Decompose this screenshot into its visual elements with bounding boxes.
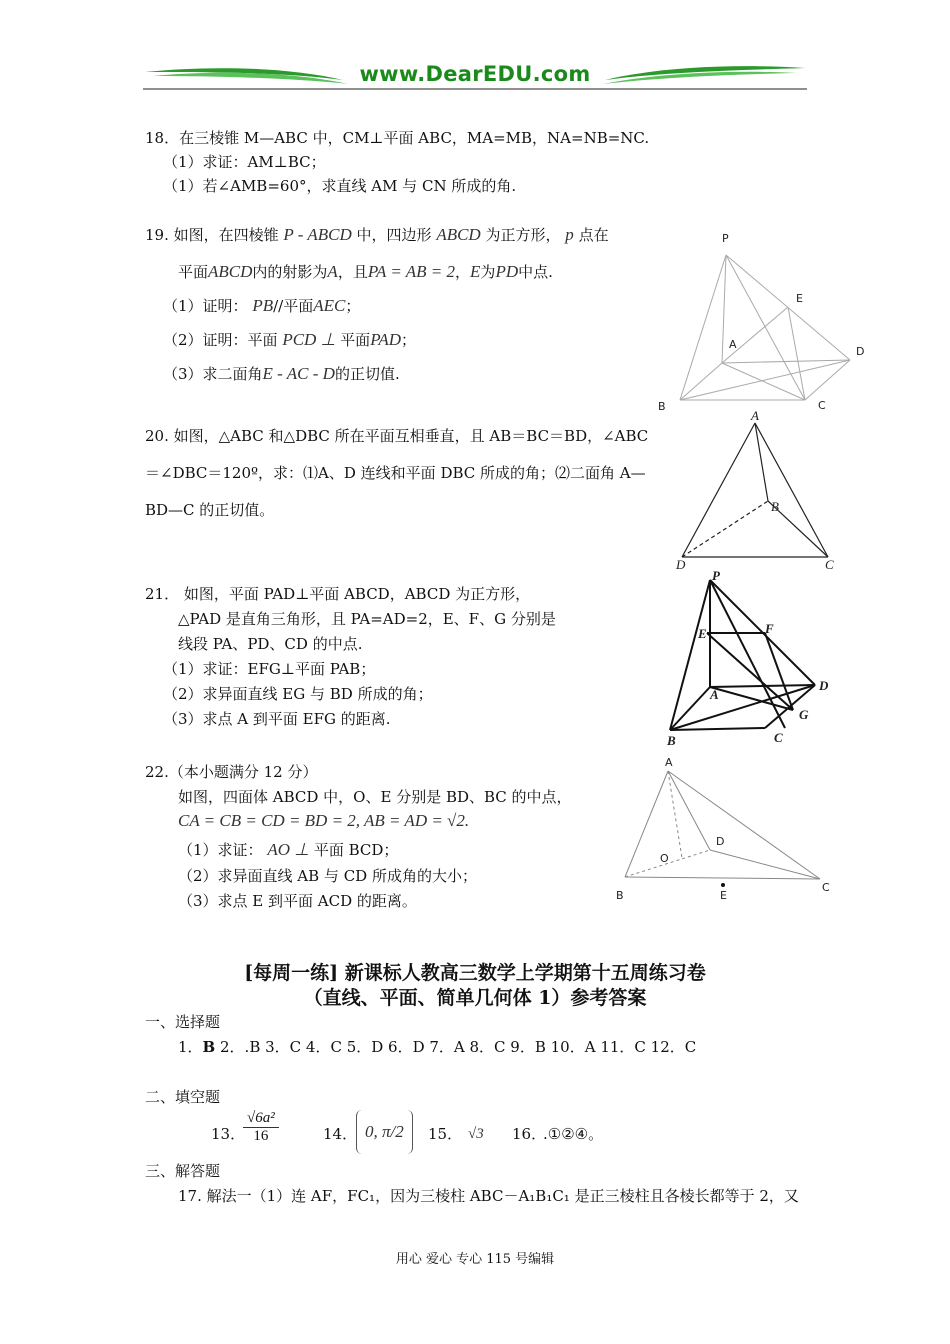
q19-math: PB	[252, 296, 274, 315]
q20-figure	[670, 405, 845, 570]
label-f: F	[765, 621, 774, 636]
q19-line2	[178, 262, 553, 282]
q20-line2: ＝∠DBC＝120º，求：⑴A、D 连线和平面 DBC 所成的角；⑵二面角 A—	[145, 464, 646, 482]
fraction	[243, 1110, 279, 1145]
q22-line1: 22.（本小题满分 12 分）	[145, 763, 318, 781]
label-a: A	[710, 687, 719, 702]
choice-first-answer: B	[202, 1038, 216, 1056]
label-p: P	[722, 232, 729, 245]
q19-text: ；	[345, 297, 361, 315]
site-name: www.DearEDU.com	[359, 62, 591, 86]
q22-figure	[610, 755, 840, 905]
label-c: C	[822, 881, 830, 894]
q19-text: （2）证明：平面	[163, 331, 278, 349]
denominator: 16	[253, 1128, 269, 1144]
q22-math: AO ⊥	[267, 840, 310, 859]
q19-text: ，且	[337, 263, 368, 281]
answer-16-value: .①②④。	[543, 1125, 604, 1143]
q19-text: 中点.	[518, 263, 553, 281]
site-header	[143, 58, 807, 92]
q19-math: PD	[495, 262, 519, 281]
q19-part2	[163, 330, 416, 350]
label-c: C	[818, 399, 826, 412]
q19-math: E - AC - D	[262, 364, 335, 383]
label-b: B	[616, 889, 624, 902]
q20-line3: BD—C 的正切值。	[145, 501, 275, 519]
q22-text: 平面 BCD；	[313, 841, 399, 859]
q19-text: 19. 如图，在四棱锥	[145, 226, 279, 244]
numerator: √6a²	[243, 1110, 279, 1128]
q19-line1	[145, 225, 609, 245]
q21-line3: 线段 PA、PD、CD 的中点.	[178, 635, 363, 653]
interval-value: 0, π/2	[365, 1122, 404, 1141]
label-p: P	[712, 570, 720, 583]
q19-text: 平面	[340, 331, 371, 349]
q19-text: （1）证明：	[163, 297, 248, 315]
answers-subtitle: （直线、平面、简单几何体 1）参考答案	[303, 987, 647, 1009]
label-o: O	[660, 852, 669, 865]
q22-text: （1）求证：	[178, 841, 263, 859]
q19-math: p	[565, 225, 574, 244]
section-solve: 三、解答题	[145, 1162, 221, 1180]
q19-math: ABCD	[208, 262, 253, 281]
q21-part1: （1）求证：EFG⊥平面 PAB；	[163, 660, 376, 678]
label-c: C	[774, 730, 783, 745]
q19-math: AEC	[313, 296, 346, 315]
answer-15-value: √3	[468, 1126, 484, 1142]
answer-13-fraction	[243, 1110, 279, 1145]
choice-text: 1．	[178, 1038, 203, 1056]
q19-text: （3）求二面角	[163, 365, 263, 383]
q19-text: ，	[455, 263, 471, 281]
label-b: B	[667, 733, 676, 748]
q19-part1	[163, 296, 360, 316]
q21-part3: （3）求点 A 到平面 EFG 的距离.	[163, 710, 391, 728]
answer-13-label: 13．	[211, 1125, 246, 1143]
answer-14-label: 14．	[323, 1125, 358, 1143]
answers-title: [每周一练] 新课标人教高三数学上学期第十五周练习卷	[244, 962, 706, 984]
q21-part2: （2）求异面直线 EG 与 BD 所成的角；	[163, 685, 433, 703]
q19-text: 中，四边形	[356, 226, 432, 244]
label-e: E	[698, 626, 707, 641]
section-fill: 二、填空题	[145, 1088, 221, 1106]
q19-text: 的正切值.	[334, 365, 400, 383]
choice-text: 2．.B 3．C 4．C 5．D 6．D 7．A 8．C 9．B 10．A 11．C 12．C	[220, 1038, 697, 1056]
q22-line2: 如图，四面体 ABCD 中，O、E 分别是 BD、BC 的中点，	[178, 788, 572, 806]
answer-16-label: 16．	[512, 1125, 547, 1143]
label-d: D	[716, 835, 725, 848]
q22-part2: （2）求异面直线 AB 与 CD 所成角的大小；	[178, 867, 477, 885]
label-d: D	[856, 345, 865, 358]
label-a: A	[665, 756, 673, 769]
label-d: D	[676, 557, 686, 570]
label-b: B	[771, 499, 779, 514]
answer-15-label: 15．	[428, 1125, 463, 1143]
q22-part3: （3）求点 E 到平面 ACD 的距离。	[178, 892, 417, 910]
q19-figure	[650, 225, 870, 420]
choice-answers	[178, 1037, 696, 1057]
page-footer: 用心 爱心 专心 115 号编辑	[395, 1252, 555, 1267]
q19-math: E	[470, 262, 481, 281]
label-e: E	[720, 889, 727, 902]
q19-text: ；	[401, 331, 417, 349]
label-c: C	[825, 557, 834, 570]
q19-math: PAD	[370, 330, 402, 349]
section-choice: 一、选择题	[145, 1013, 221, 1031]
q19-text: 为	[480, 263, 496, 281]
q19-math: PCD ⊥	[282, 330, 336, 349]
q20-line1: 20. 如图，△ABC 和△DBC 所在平面互相垂直，且 AB＝BC＝BD，∠ABC	[145, 427, 649, 445]
q19-text: 平面	[178, 263, 209, 281]
q18-part2: （1）若∠AMB=60°，求直线 AM 与 CN 所成的角.	[163, 177, 517, 195]
label-g: G	[799, 707, 809, 722]
q19-part3	[163, 364, 400, 384]
q19-math: P - ABCD	[283, 225, 352, 244]
label-b: B	[658, 400, 666, 413]
label-a: A	[751, 408, 759, 423]
q22-part1	[178, 840, 398, 860]
q18-stem: 18．在三棱锥 M—ABC 中，CM⊥平面 ABC，MA=MB，NA=NB=NC.	[145, 129, 650, 147]
q19-text: 点在	[578, 226, 609, 244]
q19-math: PA = AB = 2	[367, 262, 456, 281]
q19-text: 为正方形，	[485, 226, 561, 244]
label-e: E	[796, 292, 803, 305]
q19-math: A	[327, 262, 338, 281]
answer-14-interval	[356, 1110, 413, 1154]
q19-text: 内的射影为	[252, 263, 328, 281]
label-a: A	[729, 338, 737, 351]
q21-figure	[655, 570, 845, 750]
q21-line1: 21． 如图，平面 PAD⊥平面 ABCD，ABCD 为正方形，	[145, 585, 531, 603]
q19-math: ABCD	[436, 225, 481, 244]
answer-17: 17. 解法一（1）连 AF，FC₁，因为三棱柱 ABC－A₁B₁C₁ 是正三棱柱且各棱长都等于 2，又	[178, 1187, 799, 1205]
label-d: D	[819, 678, 829, 693]
q18-part1: （1）求证：AM⊥BC；	[163, 153, 326, 171]
q19-text: //平面	[273, 297, 314, 315]
q21-line2: △PAD 是直角三角形，且 PA=AD=2，E、F、G 分别是	[178, 610, 556, 628]
q22-line3: CA = CB = CD = BD = 2, AB = AD = √2.	[178, 811, 470, 830]
